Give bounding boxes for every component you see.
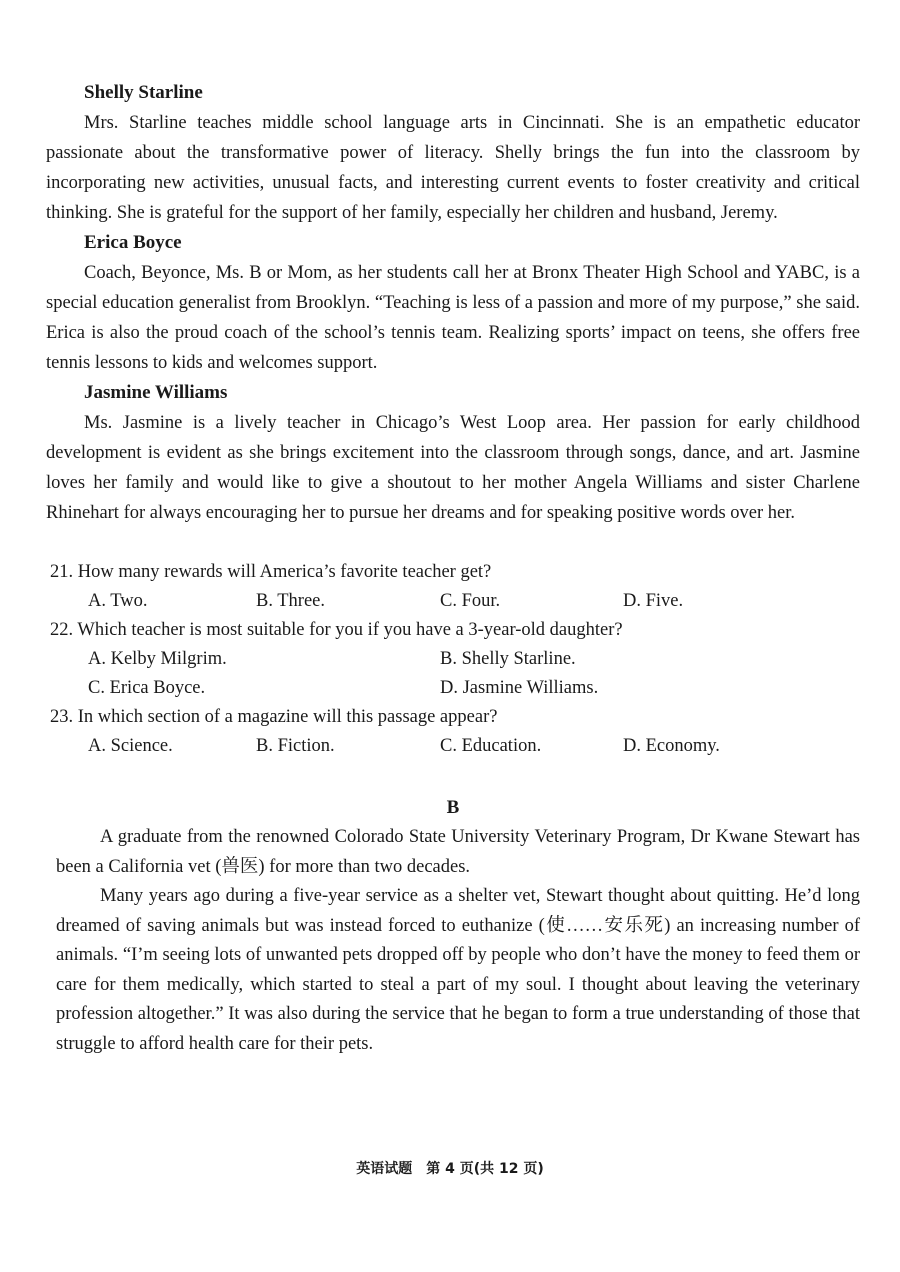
profile-text: Mrs. Starline teaches middle school language arts in Cincinnati. She is an empathetic educator passionate about the transformative power of literacy. Shelly brings the fun into the classroom by incorporating new activities, unusual facts, and interesting current events to foster creativity and critical thinking. She is grateful for the support of her family, especially her children and husband, Jeremy. xyxy=(46,113,860,223)
question-22 xyxy=(46,616,860,703)
question-stem: 23. In which section of a magazine will this passage appear? xyxy=(50,707,498,727)
option-row xyxy=(88,674,860,703)
question-21 xyxy=(46,558,860,616)
profile-jasmine xyxy=(46,378,860,528)
option-c: C. Erica Boyce. xyxy=(88,678,206,698)
option-row xyxy=(88,645,860,674)
profile-shelly xyxy=(46,78,860,228)
page-footer: 英语试题 第 4 页(共 12 页) xyxy=(356,1161,544,1177)
profile-name: Jasmine Williams xyxy=(84,382,228,403)
option-b: B. Fiction. xyxy=(256,736,335,756)
profile-text: Ms. Jasmine is a lively teacher in Chicago’s West Loop area. Her passion for early childhood development is evident as she brings excitement into the classroom through songs, dance, and art. Jasmine loves her family and would like to give a shoutout to her mother Angela Williams and sister Charlene Rhinehart for always encouraging her to pursue her dreams and for speaking positive words over her. xyxy=(46,413,860,523)
part-b-heading: B xyxy=(446,797,460,818)
exam-page xyxy=(46,78,860,1059)
option-d: D. Five. xyxy=(623,591,684,611)
option-row xyxy=(88,587,860,616)
option-d: D. Jasmine Williams. xyxy=(440,678,599,698)
profile-name: Shelly Starline xyxy=(84,82,203,103)
option-b: B. Shelly Starline. xyxy=(440,649,576,669)
part-b-paragraph-2: Many years ago during a five-year service as a shelter vet, Stewart thought about quitting. He’d long dreamed of saving animals but was instead forced to euthanize (使……安乐死) an increasing number of animals. “I’m seeing lots of unwanted pets dropped off by people who don’t have the money to feed them or care for them medically, which started to steal a part of my soul. I thought about leaving the veterinary profession altogether.” It was also during the service that he began to form a true understanding of those that struggle to afford health care for their pets. xyxy=(56,886,860,1054)
profile-text: Coach, Beyonce, Ms. B or Mom, as her students call her at Bronx Theater High School and YABC, is a special education generalist from Brooklyn. “Teaching is less of a passion and more of my purpose,” she said. Erica is also the proud coach of the school’s tennis team. Realizing sports’ impact on teens, she offers free tennis lessons to kids and welcomes support. xyxy=(46,263,860,373)
profile-erica xyxy=(46,228,860,378)
option-row xyxy=(88,732,860,761)
option-c: C. Four. xyxy=(440,591,501,611)
option-b: B. Three. xyxy=(256,591,326,611)
option-a: A. Kelby Milgrim. xyxy=(88,649,227,669)
option-a: A. Two. xyxy=(88,591,148,611)
option-d: D. Economy. xyxy=(623,736,720,756)
option-c: C. Education. xyxy=(440,736,542,756)
question-list xyxy=(46,558,860,761)
option-a: A. Science. xyxy=(88,736,173,756)
question-stem: 21. How many rewards will America’s favorite teacher get? xyxy=(50,562,492,582)
question-stem: 22. Which teacher is most suitable for you if you have a 3-year-old daughter? xyxy=(50,620,623,640)
part-b-paragraph-1: A graduate from the renowned Colorado State University Veterinary Program, Dr Kwane Stewart has been a California vet (兽医) for more than two decades. xyxy=(56,827,860,877)
question-23 xyxy=(46,703,860,761)
profile-name: Erica Boyce xyxy=(84,232,182,253)
